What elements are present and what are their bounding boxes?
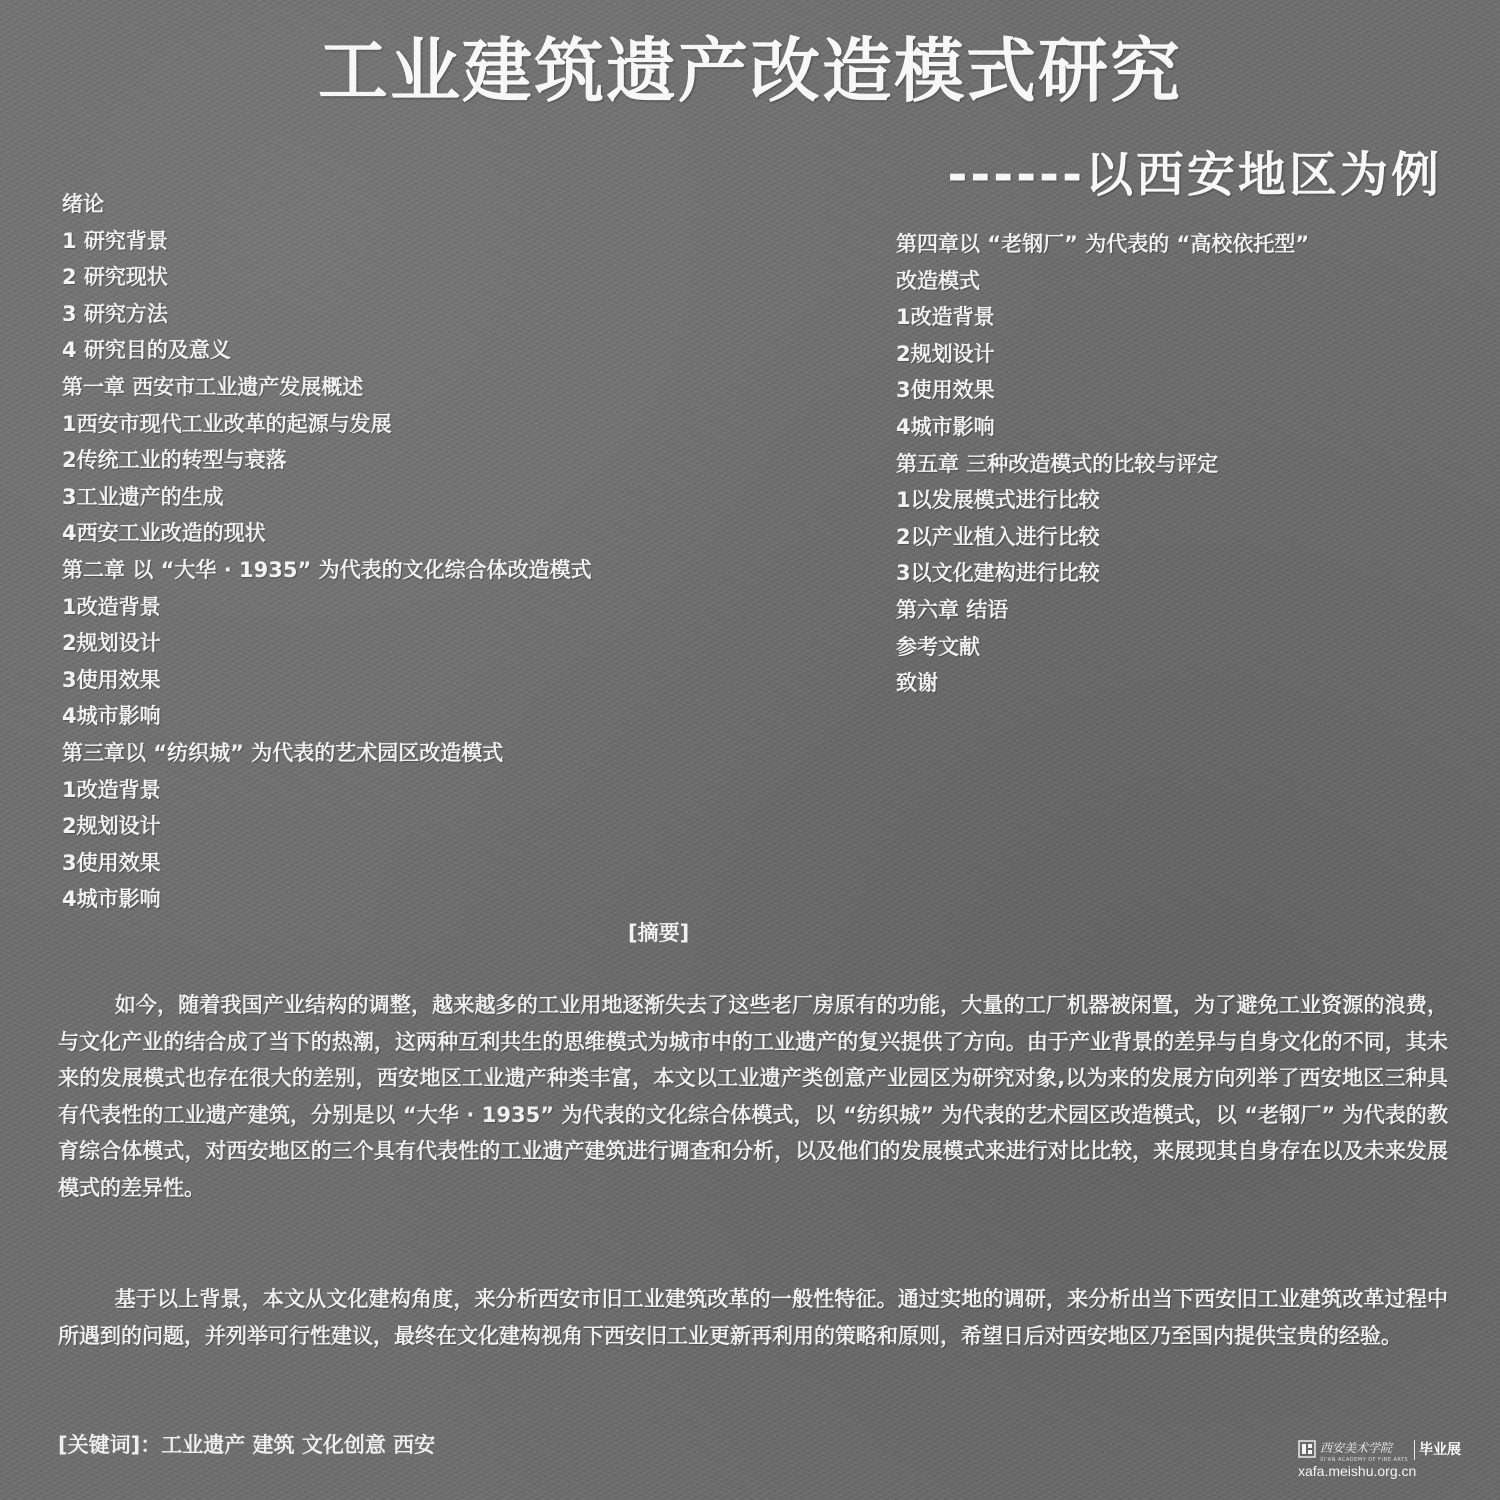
- toc-item: 4城市影响: [62, 887, 161, 912]
- table-of-contents-right: [896, 226, 1309, 702]
- toc-item: 1改造背景: [62, 777, 161, 802]
- academy-logo-icon: [1298, 1440, 1316, 1458]
- watermark-url: xafa.meishu.org.cn: [1298, 1463, 1417, 1479]
- page-title: 工业建筑遗产改造模式研究: [318, 30, 1182, 112]
- toc-item: 1西安市现代工业改革的起源与发展: [62, 411, 392, 436]
- toc-item: 3 研究方法: [62, 301, 168, 326]
- toc-item: 1改造背景: [62, 594, 161, 619]
- watermark-label: 毕业展: [1419, 1442, 1461, 1458]
- toc-item: 2以产业植入进行比较: [896, 524, 1100, 549]
- page-subtitle: ------以西安地区为例: [947, 147, 1442, 203]
- abstract-paragraph-1: 如今，随着我国产业结构的调整，越来越多的工业用地逐渐失去了这些老厂房原有的功能，大量的工厂机器被闲置，为了避免工业资源的浪费，与文化产业的结合成了当下的热潮，这两种互利共生的思维模式为城市中的工业遗产的复兴提供了方向。由于产业背景的差异与自身文化的不同，其未来的发展模式也存在很大的差别，西安地区工业遗产种类丰富，本文以工业遗产类创意产业园区为研究对象,以为来的发展方向列举了西安地区三种具有代表性的工业遗产建筑，分别是以 “大华 · 1935” 为代表的文化综合体模式，以 “纺织城” 为代表的艺术园区改造模式，以 “老钢厂” 为代表的教育综合体模式，对西安地区的三个具有代表性的工业遗产建筑进行调查和分析，以及他们的发展模式来进行对比比较，来展现其自身存在以及未来发展模式的差异性。: [58, 993, 1448, 1200]
- abstract-heading: [摘要]: [628, 921, 690, 945]
- toc-item: 2规划设计: [62, 814, 161, 839]
- watermark-school-name-en: XI'AN ACADEMY OF FINE ARTS: [1320, 1457, 1409, 1463]
- toc-item: 2规划设计: [62, 631, 161, 656]
- toc-item: 参考文献: [896, 634, 980, 659]
- watermark: [1298, 1437, 1468, 1485]
- toc-item: 1改造背景: [896, 305, 995, 330]
- toc-item: 第四章以 “老钢厂” 为代表的 “高校依托型”: [896, 232, 1310, 256]
- toc-item: 致谢: [896, 671, 938, 696]
- table-of-contents-left: [62, 186, 592, 918]
- toc-item: 3使用效果: [62, 667, 161, 692]
- toc-item: 4西安工业改造的现状: [62, 521, 266, 546]
- toc-item: 第二章 以 “大华 · 1935” 为代表的文化综合体改造模式: [62, 557, 592, 582]
- toc-item: 3工业遗产的生成: [62, 484, 224, 509]
- watermark-divider: [1414, 1440, 1415, 1460]
- toc-item: 4城市影响: [896, 414, 995, 439]
- toc-item: 4城市影响: [62, 704, 161, 729]
- toc-item: 第五章 三种改造模式的比较与评定: [896, 451, 1219, 476]
- keywords: [关键词]：工业遗产 建筑 文化创意 西安: [58, 1433, 436, 1457]
- toc-item: 3以文化建构进行比较: [896, 561, 1100, 586]
- toc-item: 1以发展模式进行比较: [896, 488, 1100, 513]
- toc-item: 第三章以 “纺织城” 为代表的艺术园区改造模式: [62, 740, 504, 765]
- toc-item: 2 研究现状: [62, 265, 168, 290]
- toc-item: 3使用效果: [62, 850, 161, 875]
- toc-item: 绪论: [62, 192, 104, 216]
- toc-item: 第六章 结语: [896, 597, 1009, 622]
- toc-item: 3使用效果: [896, 378, 995, 403]
- toc-item: 1 研究背景: [62, 228, 168, 253]
- toc-item: 2规划设计: [896, 341, 995, 366]
- toc-item: 改造模式: [896, 268, 980, 293]
- toc-item: 第一章 西安市工业遗产发展概述: [62, 374, 364, 399]
- watermark-school-name: 西安美术学院: [1320, 1441, 1393, 1455]
- toc-item: 2传统工业的转型与衰落: [62, 448, 287, 473]
- toc-item: 4 研究目的及意义: [62, 338, 231, 363]
- abstract-paragraph-2: 基于以上背景，本文从文化建构角度，来分析西安市旧工业建筑改革的一般性特征。通过实地的调研，来分析出当下西安旧工业建筑改革过程中所遇到的问题，并列举可行性建议，最终在文化建构视角下西安旧工业更新再利用的策略和原则，希望日后对西安地区乃至国内提供宝贵的经验。: [58, 1287, 1448, 1348]
